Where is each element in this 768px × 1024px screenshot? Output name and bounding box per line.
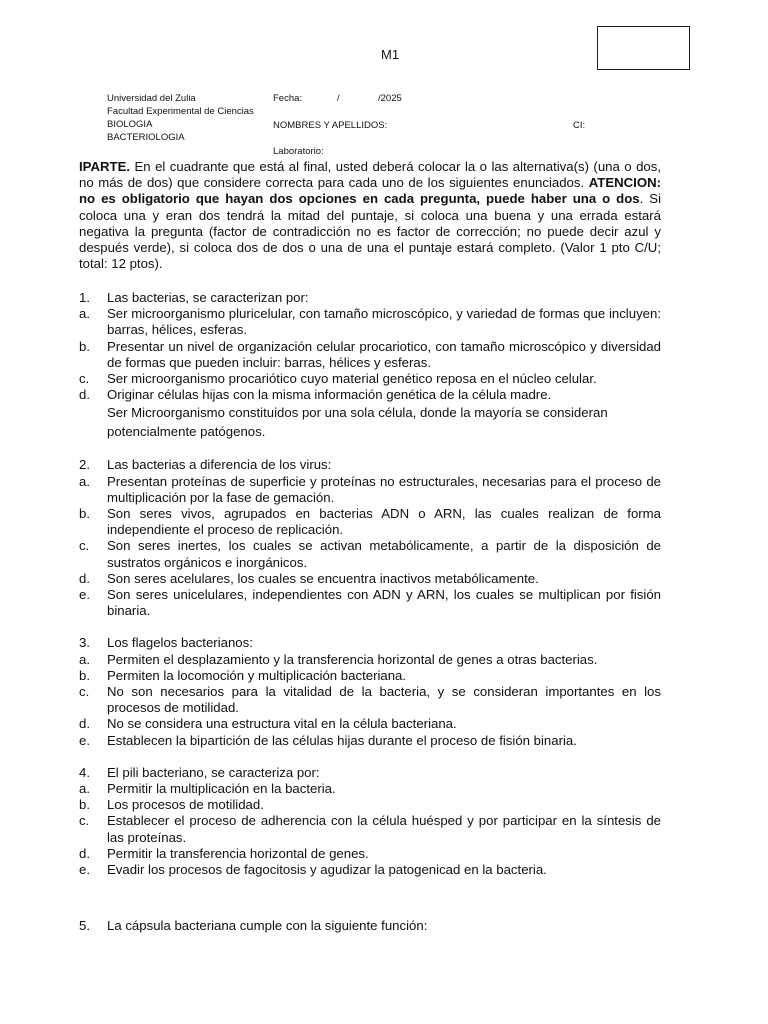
option-letter: d. bbox=[79, 387, 90, 403]
option-text: Evadir los procesos de fagocitosis y agudizar la patogenicad en la bacteria. bbox=[107, 862, 547, 878]
option-letter: a. bbox=[79, 473, 90, 489]
option-text: Presentan proteínas de superficie y proteínas no estructurales, necesarias para el proceso de multiplicación por la fase de gemación. bbox=[107, 473, 661, 505]
grade-box bbox=[597, 26, 690, 70]
university-name: Universidad del Zulia bbox=[107, 93, 196, 104]
answer-option bbox=[79, 813, 661, 845]
answer-option bbox=[79, 587, 661, 619]
unlabeled-option: Ser Microorganismo constituidos por una sola célula, donde la mayoría se consideran potencialmente patógenos. bbox=[107, 405, 608, 440]
question-number: 5. bbox=[79, 918, 90, 934]
option-letter: e. bbox=[79, 587, 90, 603]
part-label: IPARTE. bbox=[79, 159, 131, 174]
question-text: Las bacterias a diferencia de los virus: bbox=[107, 457, 332, 473]
question-3 bbox=[79, 635, 661, 748]
option-text: Establecen la bipartición de las células hijas durante el proceso de fisión binaria. bbox=[107, 732, 577, 748]
answer-option bbox=[79, 781, 661, 797]
option-text: Originar células hijas con la misma información genética de la célula madre. bbox=[107, 387, 552, 403]
course-name: BACTERIOLOGIA bbox=[107, 132, 185, 143]
option-letter: a. bbox=[79, 306, 90, 322]
option-letter: c. bbox=[79, 684, 90, 700]
option-letter: d. bbox=[79, 570, 90, 586]
question-4 bbox=[79, 765, 661, 878]
instructions-text: En el cuadrante que está al final, usted deberá colocar la o las alternativa(s) (una o dos, no más de dos) que considere correcta para cada uno de los siguientes enunciados. bbox=[79, 159, 661, 191]
option-letter: b. bbox=[79, 506, 90, 522]
option-text: Permiten el desplazamiento y la transferencia horizontal de genes a otras bacterias. bbox=[107, 651, 598, 667]
lab-label: Laboratorio: bbox=[273, 146, 324, 157]
question-number: 1. bbox=[79, 290, 90, 305]
question-stem bbox=[79, 290, 661, 306]
option-letter: a. bbox=[79, 781, 90, 797]
question-2 bbox=[79, 457, 661, 619]
option-text: Los procesos de motilidad. bbox=[107, 797, 264, 813]
question-list bbox=[79, 290, 661, 951]
question-stem bbox=[79, 635, 661, 651]
question-stem bbox=[79, 457, 661, 473]
answer-option bbox=[79, 862, 661, 878]
instructions-paragraph bbox=[79, 159, 661, 272]
question-stem bbox=[79, 918, 661, 934]
option-text: Establecer el proceso de adherencia con la célula huésped y por participar en la síntesis de las proteínas. bbox=[107, 813, 661, 845]
question-number: 4. bbox=[79, 764, 90, 780]
scoring-text: . Si coloca una y eran dos tendrá la mitad del puntaje, si coloca una buena y una errada estará negativa la pregunta (factor de contradicción no es factor de corrección; no puede decir azul y después verde), si coloca dos de dos o una de una el puntaje estará completo. (Valor 1 pto C/U; total: 12 ptos). bbox=[79, 191, 662, 272]
option-letter: c. bbox=[79, 813, 90, 829]
question-1 bbox=[79, 290, 661, 441]
option-text: Son seres acelulares, los cuales se encuentra inactivos metabólicamente. bbox=[107, 570, 539, 586]
option-text: Permiten la locomoción y multiplicación bacteriana. bbox=[107, 667, 407, 683]
question-text: Las bacterias, se caracterizan por: bbox=[107, 290, 309, 305]
attention-note: ATENCION: no es obligatorio que hayan dos opciones en cada pregunta, puede haber una o dos bbox=[79, 175, 661, 207]
question-text: El pili bacteriano, se caracteriza por: bbox=[107, 764, 320, 780]
answer-option bbox=[79, 668, 661, 684]
option-text: Ser microorganismo pluricelular, con tamaño microscópico, y variedad de formas que incluyen: barras, hélices, esferas. bbox=[107, 306, 661, 338]
answer-option bbox=[79, 846, 661, 862]
question-text: Los flagelos bacterianos: bbox=[107, 635, 253, 651]
question-text: La cápsula bacteriana cumple con la siguiente función: bbox=[107, 918, 428, 934]
option-text: Permitir la multiplicación en la bacteria. bbox=[107, 781, 336, 797]
answer-option bbox=[79, 474, 661, 506]
option-text: Son seres vivos, agrupados en bacterias ADN o ARN, las cuales realizan de forma independiente el proceso de replicación. bbox=[107, 506, 661, 538]
option-letter: d. bbox=[79, 845, 90, 861]
answer-option bbox=[79, 797, 661, 813]
option-letter: e. bbox=[79, 862, 90, 878]
answer-option bbox=[79, 387, 661, 403]
answer-option bbox=[79, 684, 661, 716]
question-5 bbox=[79, 918, 661, 934]
answer-option bbox=[79, 538, 661, 570]
option-letter: c. bbox=[79, 538, 90, 554]
answer-option bbox=[79, 306, 661, 338]
answer-option bbox=[79, 716, 661, 732]
date-separator: / bbox=[337, 93, 340, 104]
option-letter: d. bbox=[79, 716, 90, 732]
subject-name: BIOLOGIA bbox=[107, 119, 153, 130]
faculty-name: Facultad Experimental de Ciencias bbox=[107, 106, 254, 117]
option-text: Permitir la transferencia horizontal de genes. bbox=[107, 845, 369, 861]
answer-option bbox=[79, 506, 661, 538]
answer-option bbox=[79, 733, 661, 749]
answer-option bbox=[79, 571, 661, 587]
option-text: Son seres inertes, los cuales se activan metabólicamente, a partir de la disposición de sustratos orgánicos e inorgánicos. bbox=[107, 538, 661, 570]
question-number: 2. bbox=[79, 457, 90, 473]
answer-option bbox=[79, 339, 661, 371]
option-text: No son necesarios para la vitalidad de la bacteria, y se consideran importantes en los procesos de motilidad. bbox=[107, 684, 661, 716]
option-text: Son seres unicelulares, independientes con ADN y ARN, los cuales se multiplican por fisión binaria. bbox=[107, 587, 661, 619]
option-letter: b. bbox=[79, 338, 90, 354]
answer-option bbox=[79, 652, 661, 668]
option-letter: a. bbox=[79, 651, 90, 667]
option-letter: e. bbox=[79, 732, 90, 748]
date-year: /2025 bbox=[378, 93, 402, 104]
answer-option bbox=[79, 371, 661, 387]
option-text: Ser microorganismo procariótico cuyo material genético reposa en el núcleo celular. bbox=[107, 371, 597, 387]
names-label: NOMBRES Y APELLIDOS: bbox=[273, 120, 388, 131]
option-text: No se considera una estructura vital en la célula bacteriana. bbox=[107, 716, 457, 732]
page-code: M1 bbox=[381, 47, 400, 62]
option-letter: b. bbox=[79, 797, 90, 813]
question-stem bbox=[79, 765, 661, 781]
question-number: 3. bbox=[79, 635, 90, 651]
date-label: Fecha: bbox=[273, 93, 303, 104]
ci-label: CI: bbox=[573, 120, 586, 131]
option-letter: c. bbox=[79, 371, 90, 387]
option-letter: b. bbox=[79, 667, 90, 683]
option-text: Presentar un nivel de organización celular procariotico, con tamaño microscópico y diversidad de formas que pueden incluir: barras, hélices y esferas. bbox=[107, 338, 661, 370]
